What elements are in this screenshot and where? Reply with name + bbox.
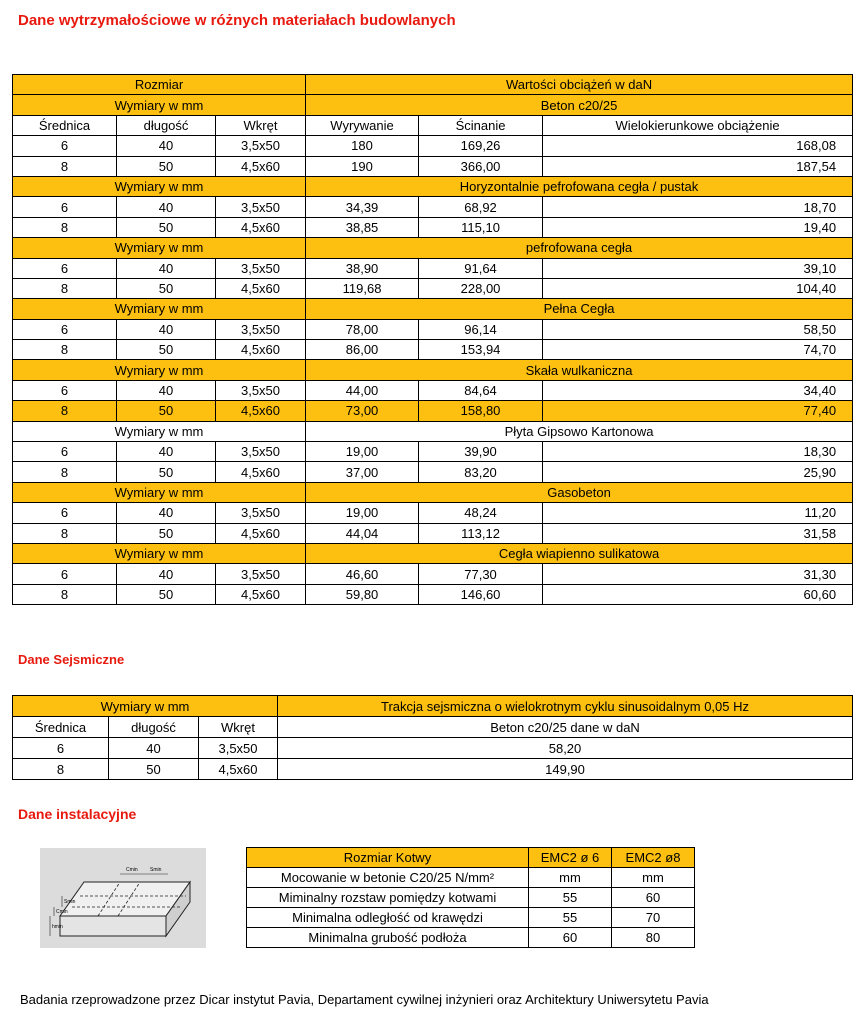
cell: Miminalny rozstaw pomiędzy kotwami	[247, 888, 529, 908]
cell: 60,60	[543, 584, 853, 604]
table-row	[13, 340, 853, 360]
cell: 34,40	[543, 380, 853, 400]
cell: 18,30	[543, 442, 853, 462]
material-label: Gasobeton	[306, 482, 853, 502]
cell: 40	[109, 738, 199, 759]
cell: 4,5x60	[216, 584, 306, 604]
cell: 19,40	[543, 217, 853, 237]
diagram-label: Cmin	[56, 909, 68, 915]
cell: 8	[13, 401, 117, 421]
cell: 91,64	[419, 258, 543, 278]
anchor-placement-diagram	[40, 848, 206, 948]
diagram-label: Smin	[64, 899, 76, 905]
cell: 8	[13, 462, 117, 482]
cell: 50	[109, 759, 199, 780]
cell: 8	[13, 156, 117, 176]
cell: 50	[117, 401, 216, 421]
header-cell: długość	[117, 115, 216, 135]
cell: 86,00	[306, 340, 419, 360]
table-row	[13, 176, 853, 196]
cell: 60	[612, 888, 695, 908]
cell: 77,30	[419, 564, 543, 584]
table-row	[13, 299, 853, 319]
strength-table	[12, 74, 853, 605]
diagram-label: Cmin	[126, 867, 138, 873]
cell: 74,70	[543, 340, 853, 360]
cell: 40	[117, 380, 216, 400]
table-row	[13, 696, 853, 717]
cell: Minimalna grubość podłoża	[247, 928, 529, 948]
table-row	[13, 136, 853, 156]
dims-label: Wymiary w mm	[13, 238, 306, 258]
cell: 40	[117, 319, 216, 339]
cell: 3,5x50	[216, 564, 306, 584]
cell: 78,00	[306, 319, 419, 339]
cell: 3,5x50	[216, 380, 306, 400]
cell: 3,5x50	[199, 738, 278, 759]
cell: 146,60	[419, 584, 543, 604]
table-row	[13, 503, 853, 523]
dims-label: Wymiary w mm	[13, 421, 306, 441]
cell: 31,30	[543, 564, 853, 584]
table-row	[247, 848, 695, 868]
table-row	[13, 564, 853, 584]
table-row	[247, 928, 695, 948]
dims-label: Wymiary w mm	[13, 299, 306, 319]
table-row	[13, 217, 853, 237]
material-label: Pełna Cegła	[306, 299, 853, 319]
cell: 6	[13, 319, 117, 339]
cell: 50	[117, 584, 216, 604]
cell: 6	[13, 197, 117, 217]
cell: 190	[306, 156, 419, 176]
cell: 8	[13, 340, 117, 360]
table-row	[13, 543, 853, 563]
header-cell: Wielokierunkowe obciążenie	[543, 115, 853, 135]
table-row	[13, 523, 853, 543]
cell: 228,00	[419, 278, 543, 298]
dims-label: Wymiary w mm	[13, 482, 306, 502]
cell: 4,5x60	[216, 401, 306, 421]
page-title: Dane wytrzymałościowe w różnych materiałach budowlanych	[18, 12, 456, 29]
cell: 40	[117, 197, 216, 217]
dims-label: Wymiary w mm	[13, 696, 278, 717]
cell: 50	[117, 523, 216, 543]
table-row	[247, 868, 695, 888]
col-rozmiar-header: Rozmiar	[13, 75, 306, 95]
cell: 19,00	[306, 442, 419, 462]
table-row	[13, 462, 853, 482]
table-row	[13, 75, 853, 95]
cell: 187,54	[543, 156, 853, 176]
cell: 6	[13, 380, 117, 400]
cell: 3,5x50	[216, 136, 306, 156]
cell: 46,60	[306, 564, 419, 584]
header-cell: Wyrywanie	[306, 115, 419, 135]
table-row	[13, 278, 853, 298]
header-cell: Wkręt	[216, 115, 306, 135]
install-title: Dane instalacyjne	[18, 806, 137, 822]
cell: 58,20	[278, 738, 853, 759]
cell: 4,5x60	[216, 340, 306, 360]
table-row	[13, 421, 853, 441]
cell: 3,5x50	[216, 319, 306, 339]
cell: 40	[117, 258, 216, 278]
cell: 77,40	[543, 401, 853, 421]
cell: 6	[13, 136, 117, 156]
cell: 50	[117, 278, 216, 298]
table-row	[13, 442, 853, 462]
cell: 4,5x60	[216, 217, 306, 237]
col-values-header: Wartości obciążeń w daN	[306, 75, 853, 95]
header-cell: Beton c20/25 dane w daN	[278, 717, 853, 738]
header-cell: Wkręt	[199, 717, 278, 738]
cell: 366,00	[419, 156, 543, 176]
cell: 6	[13, 503, 117, 523]
cell: 55	[529, 908, 612, 928]
cell: 34,39	[306, 197, 419, 217]
table-row	[13, 115, 853, 135]
cell: 19,00	[306, 503, 419, 523]
table-row	[247, 908, 695, 928]
table-row	[13, 380, 853, 400]
seismic-title: Dane Sejsmiczne	[18, 652, 125, 667]
cell: 96,14	[419, 319, 543, 339]
table-row	[13, 319, 853, 339]
material-label: Skała wulkaniczna	[306, 360, 853, 380]
cell: 58,50	[543, 319, 853, 339]
cell: 153,94	[419, 340, 543, 360]
cell: 50	[117, 462, 216, 482]
cell: 169,26	[419, 136, 543, 156]
cell: mm	[529, 868, 612, 888]
table-row	[13, 717, 853, 738]
install-table	[246, 847, 695, 948]
cell: 80	[612, 928, 695, 948]
header-cell: Średnica	[13, 115, 117, 135]
cell: 4,5x60	[216, 278, 306, 298]
cell: 37,00	[306, 462, 419, 482]
cell: 8	[13, 759, 109, 780]
cell: 18,70	[543, 197, 853, 217]
cell: 39,10	[543, 258, 853, 278]
cell: 50	[117, 156, 216, 176]
header-cell: Ścinanie	[419, 115, 543, 135]
dims-label: Wymiary w mm	[13, 360, 306, 380]
table-row	[13, 584, 853, 604]
cell: 55	[529, 888, 612, 908]
cell: 8	[13, 523, 117, 543]
header-cell: EMC2 ø 6	[529, 848, 612, 868]
cell: 31,58	[543, 523, 853, 543]
cell: 8	[13, 584, 117, 604]
cell: Minimalna odległość od krawędzi	[247, 908, 529, 928]
cell: 70	[612, 908, 695, 928]
footer-note: Badania rzeprowadzone przez Dicar instytut Pavia, Departament cywilnej inżynieri oraz Architektury Uniwersytetu Pavia	[20, 992, 709, 1007]
table-row	[13, 482, 853, 502]
header-cell: długość	[109, 717, 199, 738]
cell: 4,5x60	[216, 462, 306, 482]
cell: 6	[13, 442, 117, 462]
cell: 40	[117, 564, 216, 584]
seismic-table	[12, 695, 853, 780]
cell: 11,20	[543, 503, 853, 523]
cell: 59,80	[306, 584, 419, 604]
cell: 115,10	[419, 217, 543, 237]
header-cell: Średnica	[13, 717, 109, 738]
cell: 6	[13, 738, 109, 759]
cell: 39,90	[419, 442, 543, 462]
traction-label: Trakcja sejsmiczna o wielokrotnym cyklu sinusoidalnym 0,05 Hz	[278, 696, 853, 717]
cell: 40	[117, 503, 216, 523]
table-row	[13, 238, 853, 258]
cell: 113,12	[419, 523, 543, 543]
cell: 83,20	[419, 462, 543, 482]
cell: 6	[13, 258, 117, 278]
cell: 3,5x50	[216, 258, 306, 278]
cell: 6	[13, 564, 117, 584]
cell: 3,5x50	[216, 442, 306, 462]
cell: 149,90	[278, 759, 853, 780]
cell: 158,80	[419, 401, 543, 421]
cell: mm	[612, 868, 695, 888]
cell: 40	[117, 442, 216, 462]
cell: 180	[306, 136, 419, 156]
cell: 8	[13, 217, 117, 237]
cell: 4,5x60	[199, 759, 278, 780]
cell: 50	[117, 340, 216, 360]
cell: 84,64	[419, 380, 543, 400]
dims-label: Wymiary w mm	[13, 543, 306, 563]
cell: Mocowanie w betonie C20/25 N/mm²	[247, 868, 529, 888]
cell: 25,90	[543, 462, 853, 482]
table-row	[13, 258, 853, 278]
cell: 104,40	[543, 278, 853, 298]
material-label: pefrofowana cegła	[306, 238, 853, 258]
cell: 68,92	[419, 197, 543, 217]
cell: 3,5x50	[216, 197, 306, 217]
cell: 119,68	[306, 278, 419, 298]
cell: 40	[117, 136, 216, 156]
header-cell: EMC2 ø8	[612, 848, 695, 868]
cell: 44,00	[306, 380, 419, 400]
header-cell: Rozmiar Kotwy	[247, 848, 529, 868]
dims-label: Wymiary w mm	[13, 176, 306, 196]
cell: 3,5x50	[216, 503, 306, 523]
material-label: Beton c20/25	[306, 95, 853, 115]
cell: 4,5x60	[216, 156, 306, 176]
cell: 168,08	[543, 136, 853, 156]
cell: 73,00	[306, 401, 419, 421]
material-label: Cegła wiapienno sulikatowa	[306, 543, 853, 563]
table-row	[13, 156, 853, 176]
table-row	[13, 95, 853, 115]
dims-label: Wymiary w mm	[13, 95, 306, 115]
cell: 60	[529, 928, 612, 948]
material-label: Horyzontalnie pefrofowana cegła / pustak	[306, 176, 853, 196]
table-row	[13, 360, 853, 380]
cell: 50	[117, 217, 216, 237]
cell: 38,90	[306, 258, 419, 278]
diagram-label: hmin	[52, 924, 63, 930]
table-row	[13, 738, 853, 759]
table-row	[13, 759, 853, 780]
cell: 48,24	[419, 503, 543, 523]
cell: 38,85	[306, 217, 419, 237]
table-row	[13, 197, 853, 217]
cell: 4,5x60	[216, 523, 306, 543]
cell: 44,04	[306, 523, 419, 543]
cell: 8	[13, 278, 117, 298]
table-row	[13, 401, 853, 421]
material-label: Płyta Gipsowo Kartonowa	[306, 421, 853, 441]
table-row	[247, 888, 695, 908]
diagram-label: Smin	[150, 867, 162, 873]
